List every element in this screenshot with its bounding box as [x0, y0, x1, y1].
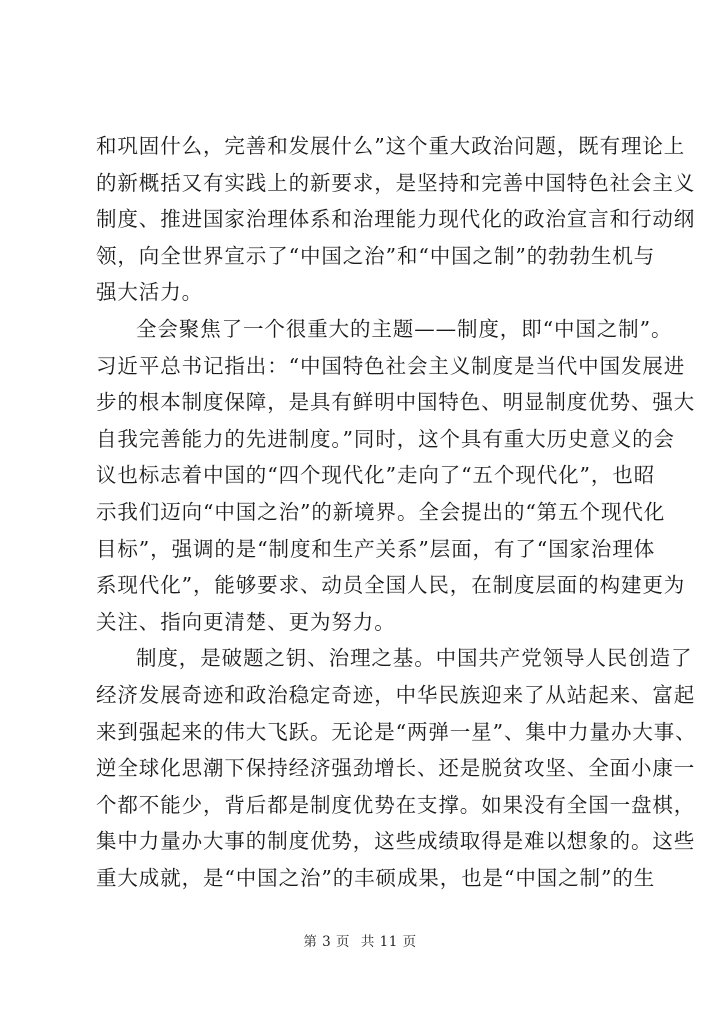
- page-footer: [0, 930, 720, 950]
- text-line: 逆全球化思潮下保持经济强劲增长、还是脱贫攻坚、全面小康一: [96, 756, 696, 781]
- paragraph: [96, 128, 696, 311]
- text-line: 议也标志着中国的“四个现代化”走向了“五个现代化”，也昭: [96, 463, 656, 488]
- text-line: 示我们迈向“中国之治”的新境界。全会提出的“第五个现代化: [96, 499, 666, 524]
- text-line: 步的根本制度保障，是具有鲜明中国特色、明显制度优势、强大: [96, 390, 696, 415]
- paragraph: [96, 640, 697, 896]
- text-line: 系现代化”，能够要求、动员全国人民，在制度层面的构建更为: [96, 573, 686, 598]
- text-line: 集中力量办大事的制度优势，这些成绩取得是难以想象的。这些: [96, 829, 696, 854]
- text-line: 关注、指向更清楚、更为努力。: [96, 609, 396, 634]
- document-body: [96, 128, 697, 896]
- text-line: 经济发展奇迹和政治稳定奇迹，中华民族迎来了从站起来、富起: [96, 682, 696, 707]
- text-line: 自我完善能力的先进制度。”同时，这个具有重大历史意义的会: [96, 426, 675, 451]
- text-line: 来到强起来的伟大飞跃。无论是“两弹一星”、集中力量办大事、: [96, 719, 697, 744]
- text-line: 目标”，强调的是“制度和生产关系”层面，有了“国家治理体: [96, 536, 656, 561]
- text-line: 制度、推进国家治理体系和治理能力现代化的政治宣言和行动纲: [96, 207, 696, 232]
- text-line: 的新概括又有实践上的新要求，是坚持和完善中国特色社会主义: [96, 170, 696, 195]
- text-line: 习近平总书记指出：“中国特色社会主义制度是当代中国发展进: [96, 353, 686, 378]
- text-line: 个都不能少，背后都是制度优势在支撑。如果没有全国一盘棋，: [96, 792, 696, 817]
- text-line: 重大成就，是“中国之治”的丰硕成果，也是“中国之制”的生: [96, 865, 656, 890]
- text-line: 强大活力。: [96, 280, 203, 305]
- page-total: 共 11 页: [360, 934, 417, 950]
- text-line: 全会聚焦了一个很重大的主题——制度，即“中国之制”。: [136, 316, 673, 341]
- text-line: 和巩固什么，完善和发展什么”这个重大政治问题，既有理论上: [96, 134, 686, 158]
- paragraph: [96, 311, 696, 640]
- text-line: 领，向全世界宣示了“中国之治”和“中国之制”的勃勃生机与: [96, 243, 656, 268]
- page-number: 第 3 页: [303, 934, 351, 950]
- text-line: 制度，是破题之钥、治理之基。中国共产党领导人民创造了: [136, 646, 693, 671]
